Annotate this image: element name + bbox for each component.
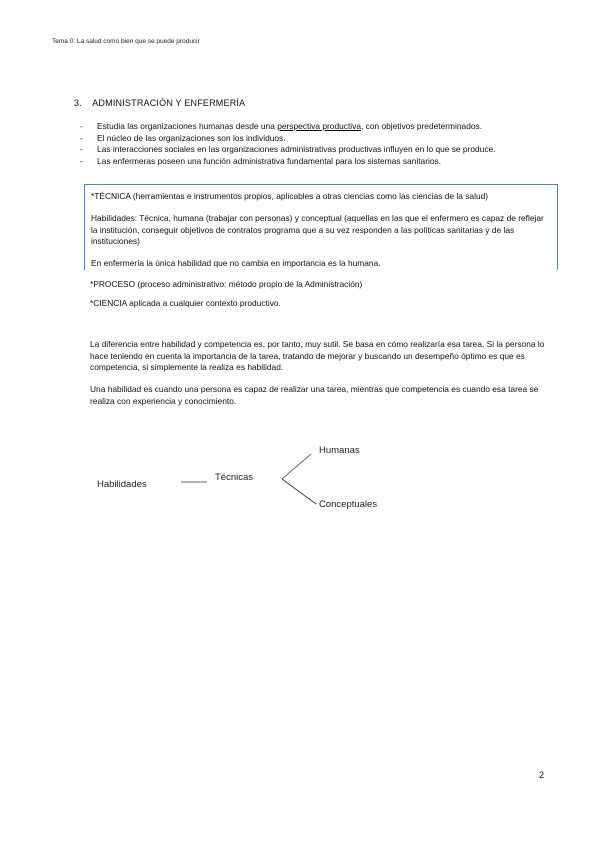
bullet-text: , con objetivos predeterminados. [360, 121, 483, 131]
bullet-dash: - [80, 155, 83, 166]
bullet-text: Las interacciones sociales en las organizaciones administrativas productivas influyen en lo que se produce. [97, 144, 496, 154]
tecnica-text: *TÉCNICA (herramientas e instrumentos propios, aplicables a otras ciencias como las ciencias de la salud) [91, 191, 489, 201]
bullet-dash: - [80, 132, 83, 143]
diagram-bottom-label: Conceptuales [319, 499, 378, 510]
underlined-phrase: perspectiva productiva [277, 121, 361, 131]
section-number: 3. [74, 98, 82, 108]
diagram-root-label: Habilidades [97, 479, 147, 490]
page-number: 2 [538, 770, 544, 780]
diferencia-paragraph: La diferencia entre habilidad y competencia es, por tanto, muy sutil. Se basa en cómo realizaría esa tarea. Si la persona lo hace teniendo en cuenta la importancia de la tarea, tratando de mejorar y buscando un desempeño óptimo es que es competencia, si simplemente la realiza es habilidad. [90, 339, 545, 372]
diagram-branch-down [282, 479, 316, 504]
diagram-branch-up [282, 454, 311, 479]
diagram-middle-label: Técnicas [215, 472, 254, 483]
section-title-text: ADMINISTRACIÓN Y ENFERMERÍA [92, 98, 246, 108]
bullet-dash: - [80, 121, 83, 131]
definicion-paragraph: Una habilidad es cuando una persona es capaz de realizar una tarea, mientras que competencia es cuando esa tarea se realiza con experiencia y conocimiento. [90, 384, 539, 406]
ciencia-text: *CIENCIA aplicada a cualquier contexto productivo. [90, 298, 281, 308]
bullet-text: Las enfermeras poseen una función administrativa fundamental para los sistemas sanitarios. [97, 155, 442, 166]
diagram-top-label: Humanas [319, 445, 360, 456]
bullet-dash: - [80, 144, 83, 154]
proceso-text: *PROCESO (proceso administrativo: método propio de la Administración) [90, 279, 363, 289]
enfermeria-text: En enfermería la única habilidad que no cambia en importancia es la humana. [91, 258, 381, 268]
habilidades-text: Habilidades: Técnica, humana (trabajar con personas) y conceptual (aquellas en las que el enfermero es capaz de reflejar la institución, conseguir objetivos de contratos programa que a su vez responden a las políticas sanitarias y de las instituciones) [91, 213, 544, 246]
bullet-text: El núcleo de las organizaciones son los individuos. [97, 132, 286, 143]
bullet-text: Estudia las organizaciones humanas desde una [97, 121, 278, 131]
page-header: Tema 0: La salud como bien que se puede producir [52, 38, 200, 45]
